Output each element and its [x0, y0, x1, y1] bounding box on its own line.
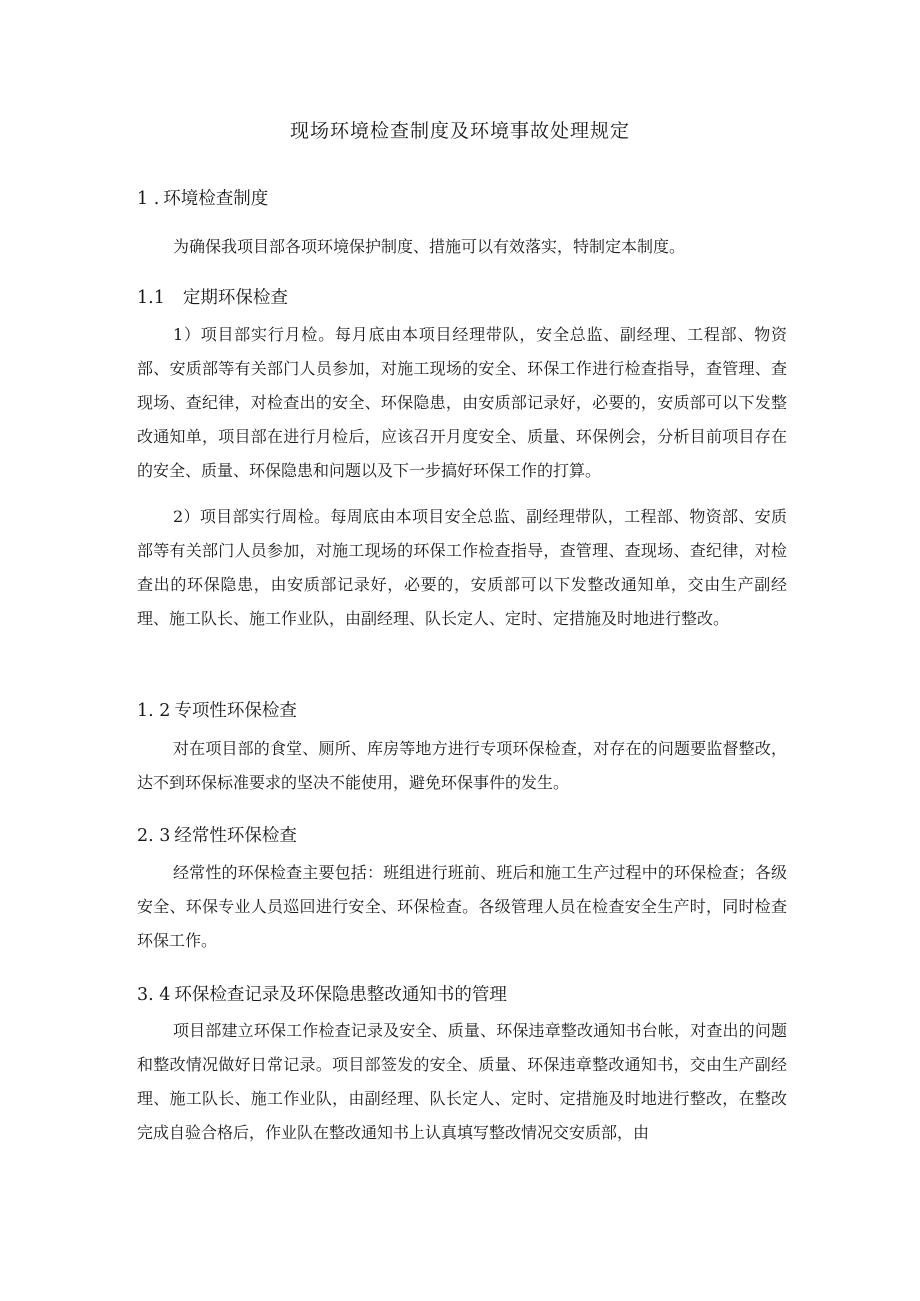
section-number: 2. 3	[137, 826, 171, 846]
section-number: 1. 2	[137, 701, 171, 721]
section-title: 专项性环保检查	[174, 701, 297, 721]
paragraph: 对在项目部的食堂、厕所、库房等地方进行专项环保检查，对存在的问题要监督整改，达不到环保标准要求的坚决不能使用，避免环保事件的发生。	[137, 739, 787, 792]
section-heading-1-1	[137, 285, 288, 311]
section-title: 定期环保检查	[182, 288, 288, 308]
section-number: 1.1	[137, 288, 165, 308]
paragraph: 2）项目部实行周检。每周底由本项目安全总监、副经理带队，工程部、物资部、安质部等有关部门人员参加，对施工现场的环保工作检查指导，查管理、查现场、查纪律，对检查出的环保隐患，由安质部记录好，必要的，安质部可以下发整改通知单，交由生产副经理、施工队长、施工作业队，由副经理、队长定人、定时、定措施及时地进行整改。	[137, 507, 787, 628]
paragraph: 1）项目部实行月检。每月底由本项目经理带队，安全总监、副经理、工程部、物资部、安质部等有关部门人员参加，对施工现场的安全、环保工作进行检查指导，查管理、查现场、查纪律，对检查出的安全、环保隐患，由安质部记录好，必要的，安质部可以下发整改通知单，项目部在进行月检后，应该召开月度安全、质量、环保例会，分析目前项目存在的安全、质量、环保隐患和问题以及下一步搞好环保工作的打算。	[137, 325, 787, 480]
paragraph: 项目部建立环保工作检查记录及安全、质量、环保违章整改通知书台帐，对查出的问题和整改情况做好日常记录。项目部签发的安全、质量、环保违章整改通知书，交由生产副经理、施工队长、施工作业队，由副经理、队长定人、定时、定措施及时地进行整改，在整改完成自验合格后，作业队在整改通知书上认真填写整改情况交安质部，由	[137, 1021, 787, 1142]
section-number: 1 .	[137, 189, 160, 209]
section-title: 经常性环保检查	[174, 826, 297, 846]
section-title: 环境检查制度	[163, 189, 269, 209]
document-title: 现场环境检查制度及环境事故处理规定	[289, 120, 630, 142]
section-heading-2-3	[137, 823, 297, 849]
paragraph: 为确保我项目部各项环境保护制度、措施可以有效落实，特制定本制度。	[173, 237, 686, 256]
section-number: 3. 4	[137, 985, 171, 1005]
section-heading-1	[137, 186, 268, 212]
section-heading-3-4	[137, 982, 507, 1008]
section-title: 环保检查记录及环保隐患整改通知书的管理	[174, 985, 507, 1005]
section-heading-1-2	[137, 698, 297, 724]
paragraph: 经常性的环保检查主要包括：班组进行班前、班后和施工生产过程中的环保检查；各级安全、环保专业人员巡回进行安全、环保检查。各级管理人员在检查安全生产时，同时检查环保工作。	[137, 863, 787, 950]
